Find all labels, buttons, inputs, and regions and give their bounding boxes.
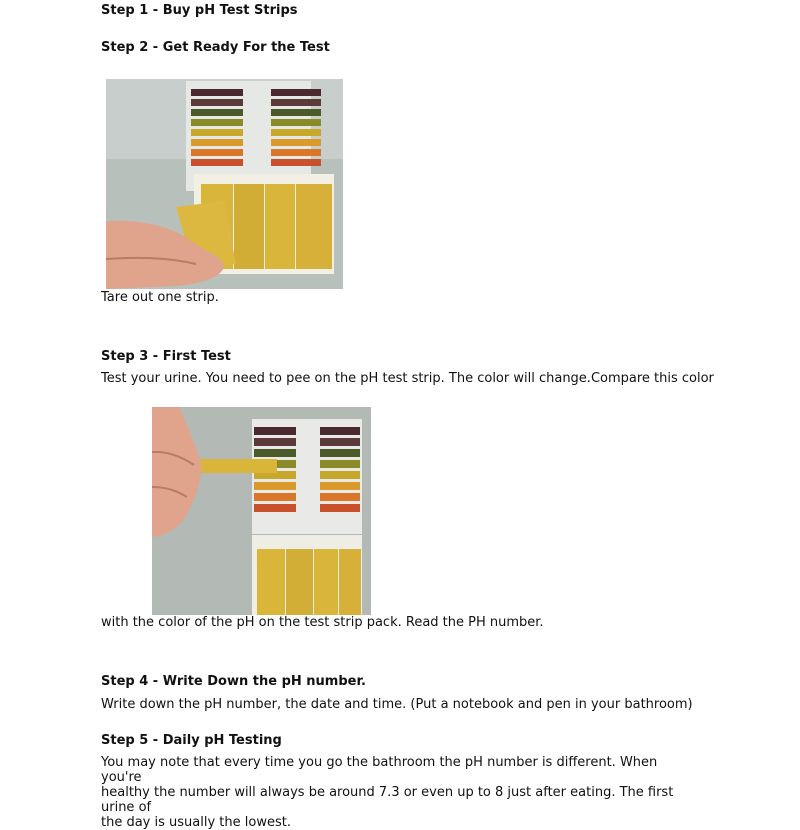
step2-caption: Tare out one strip. xyxy=(101,290,219,305)
step5-line2: healthy the number will always be around 7.3 or even up to 8 just after eating. The first urine of xyxy=(101,785,674,815)
step4-heading: Step 4 - Write Down the pH number. xyxy=(101,674,366,689)
step3-heading: Step 3 - First Test xyxy=(101,349,231,364)
step5-line3: the day is usually the lowest. xyxy=(101,815,291,830)
step5-heading: Step 5 - Daily pH Testing xyxy=(101,733,282,748)
photo-tearing-strip xyxy=(106,79,343,289)
step2-heading: Step 2 - Get Ready For the Test xyxy=(101,40,330,55)
step5-line1: You may note that every time you go the bathroom the pH number is different. When you're xyxy=(101,755,658,785)
step1-heading: Step 1 - Buy pH Test Strips xyxy=(101,3,298,18)
step3-text-after: with the color of the pH on the test strip pack. Read the PH number. xyxy=(101,615,544,630)
step3-text-before: Test your urine. You need to pee on the pH test strip. The color will change.Compare this color xyxy=(101,371,714,386)
step5-paragraph xyxy=(101,755,701,830)
step4-text: Write down the pH number, the date and time. (Put a notebook and pen in your bathroom) xyxy=(101,697,693,712)
photo-comparing-strip xyxy=(152,407,371,615)
